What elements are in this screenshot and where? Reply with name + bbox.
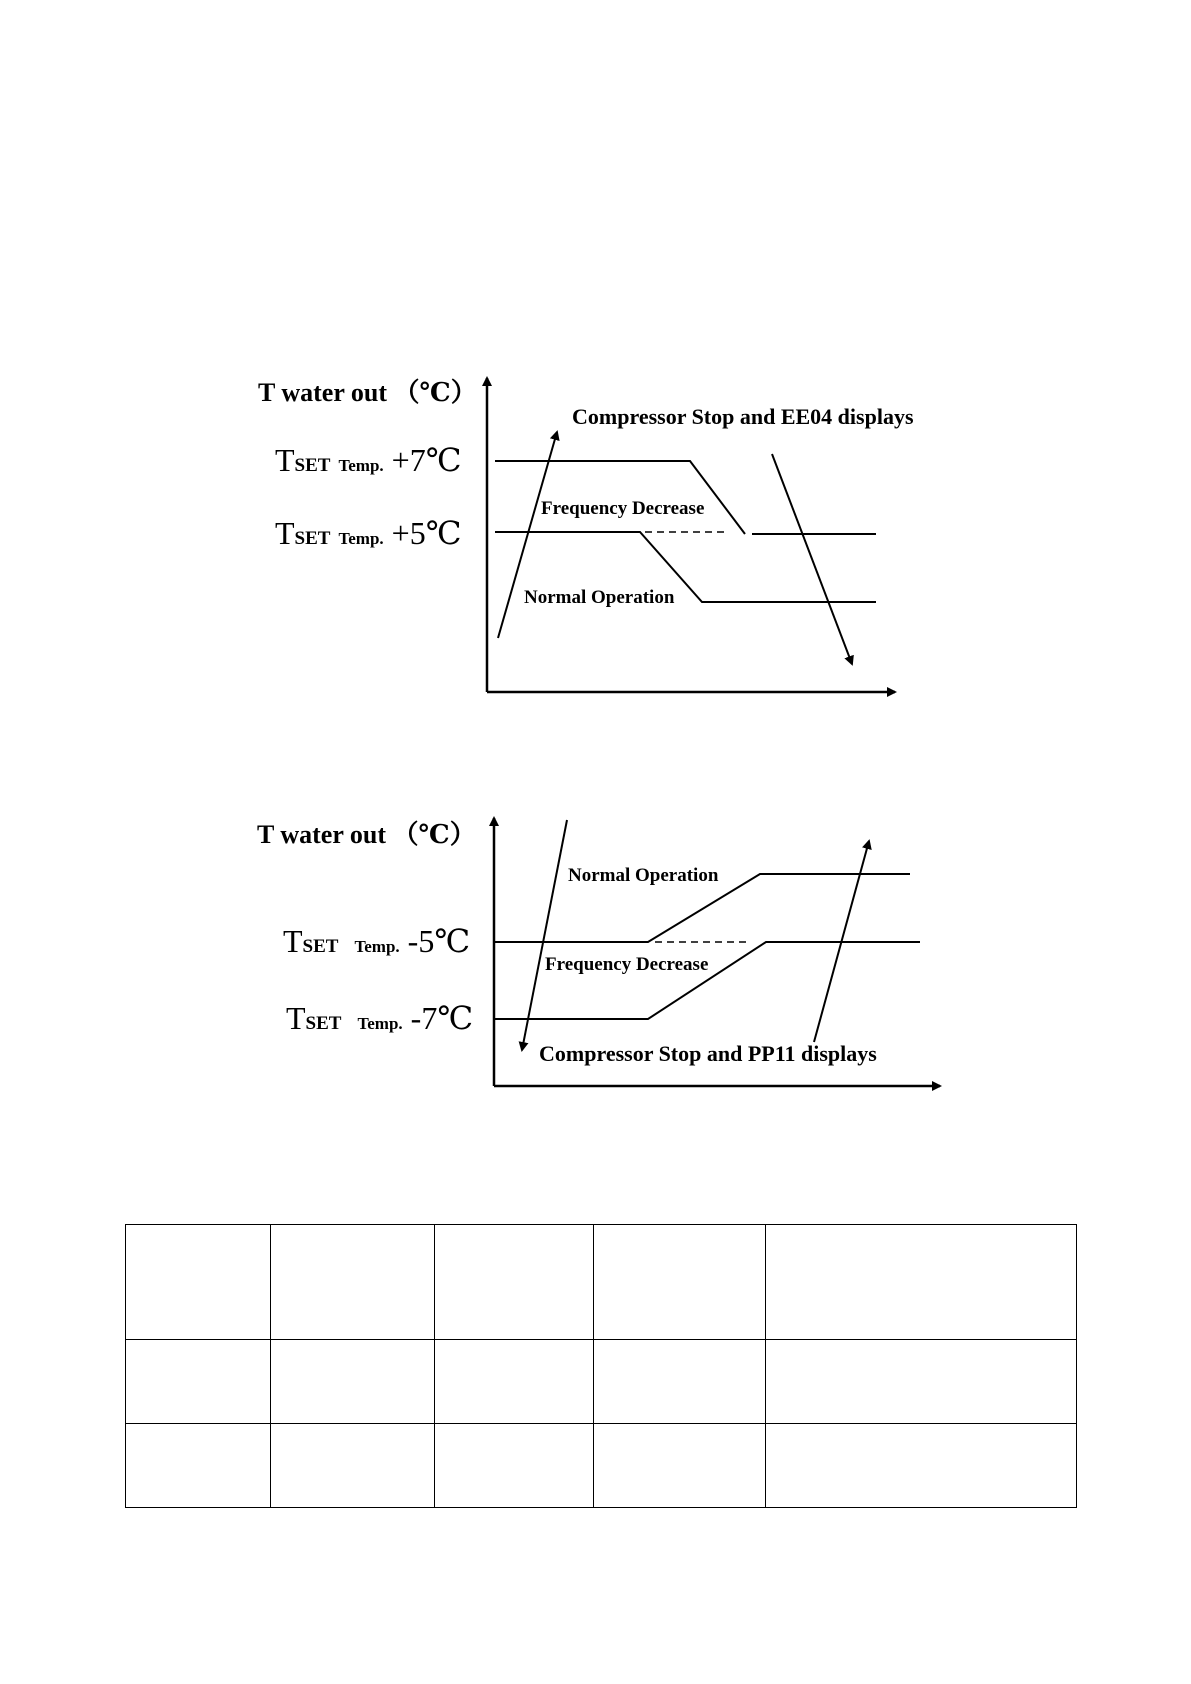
threshold-sub: SET [294,528,331,549]
frequency-label: Frequency Decrease [541,498,705,519]
threshold-temp: Temp. [354,937,400,956]
threshold-temp: Temp. [338,456,384,475]
table-row [126,1225,1077,1340]
table-cell [766,1225,1077,1340]
table-cell [271,1225,435,1340]
protection-table [125,1224,1077,1508]
table-row [126,1340,1077,1424]
threshold-value: -5℃ [407,923,471,959]
threshold-t: T [283,923,303,959]
threshold-temp: Temp. [357,1014,403,1033]
table-cell [766,1340,1077,1424]
table-cell [594,1424,766,1508]
table-cell [126,1225,271,1340]
threshold-sub: SET [302,936,339,957]
table-cell [594,1340,766,1424]
table-cell [594,1225,766,1340]
threshold-value: -7℃ [410,1000,474,1036]
threshold-t: T [286,1000,306,1036]
threshold-t: T [275,442,295,478]
diagram-cooling [0,800,1191,1100]
threshold-t: T [275,515,295,551]
threshold-temp: Temp. [338,529,384,548]
threshold-high-label [275,444,462,476]
table-cell [435,1424,594,1508]
table-cell [271,1424,435,1508]
table-row [126,1424,1077,1508]
stop-label: Compressor Stop and PP11 displays [539,1041,877,1066]
threshold-low-label [275,517,462,549]
frequency-label: Frequency Decrease [545,954,709,975]
threshold-value: +7℃ [391,442,462,478]
threshold-low-label [286,1002,473,1034]
threshold-high-label [283,925,470,957]
y-axis-title: T water out （℃） [257,820,476,849]
table-cell [435,1340,594,1424]
normal-label: Normal Operation [568,865,719,886]
threshold-sub: SET [305,1013,342,1034]
threshold-sub: SET [294,455,331,476]
y-axis-title: T water out （℃） [258,378,477,407]
table-cell [766,1424,1077,1508]
falling-arrow [772,454,852,664]
table-cell [126,1424,271,1508]
table-cell [271,1340,435,1424]
diagram-heating [0,360,1191,710]
stop-label: Compressor Stop and EE04 displays [572,404,914,429]
table-cell [126,1340,271,1424]
threshold-value: +5℃ [391,515,462,551]
falling-arrow [522,820,567,1050]
normal-label: Normal Operation [524,587,675,608]
table-cell [435,1225,594,1340]
